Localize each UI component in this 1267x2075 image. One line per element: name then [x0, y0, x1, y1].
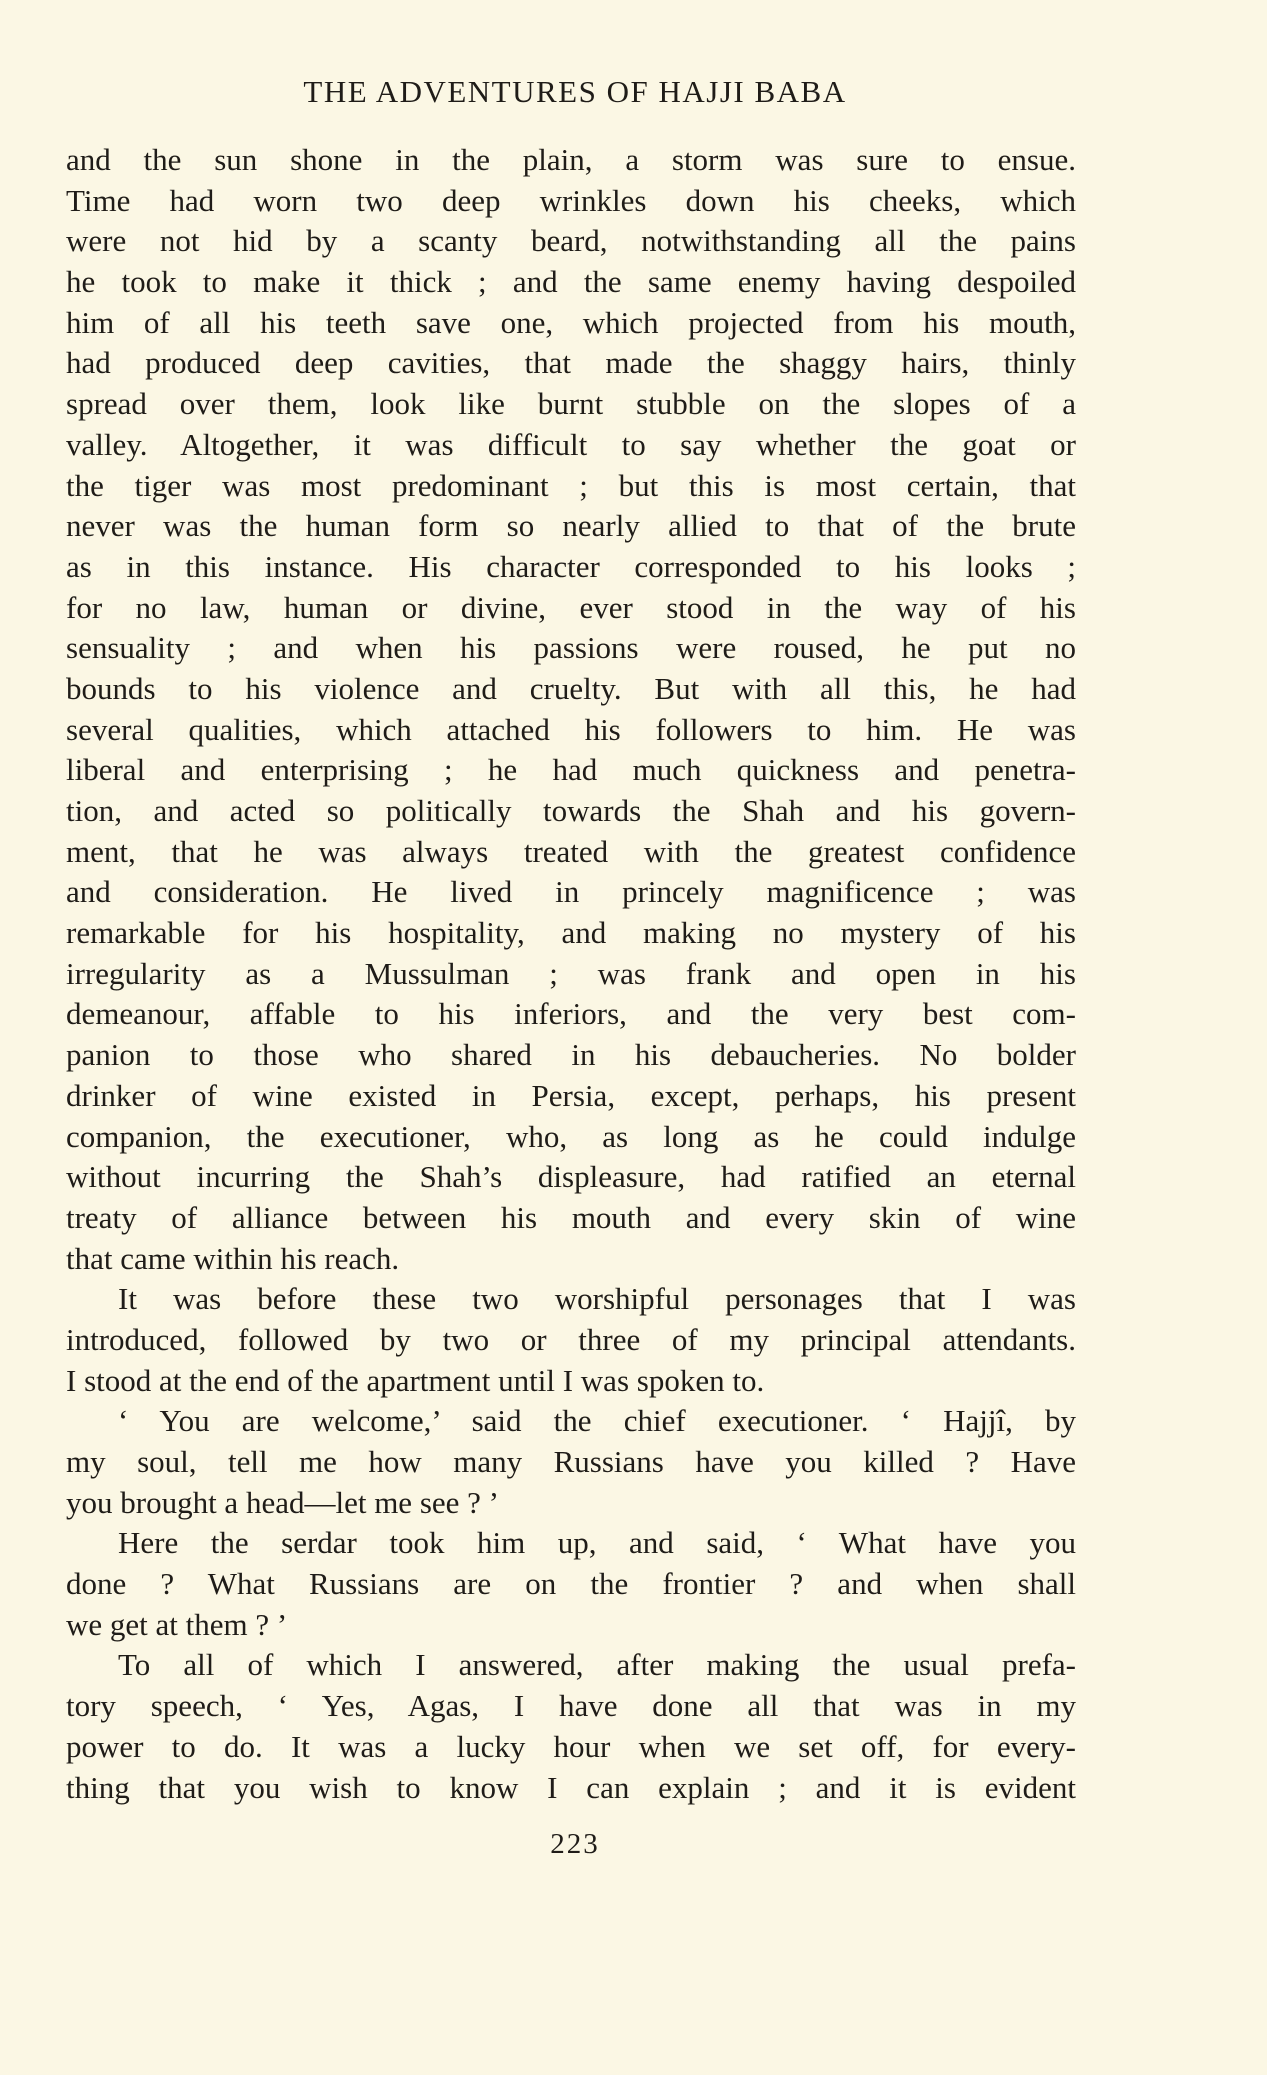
text-line: spread over them, look like burnt stubble on the slopes of a [66, 386, 1076, 422]
text-line: ment, that he was always treated with the greatest confidence [66, 833, 1076, 869]
text-line: and consideration. He lived in princely magnificence ; was [66, 874, 1076, 910]
text-line: had produced deep cavities, that made the shaggy hairs, thinly [66, 345, 1076, 381]
text-line: done ? What Russians are on the frontier ? and when shall [66, 1566, 1076, 1602]
text-line: bounds to his violence and cruelty. But with all this, he had [66, 670, 1076, 706]
text-line: demeanour, affable to his inferiors, and the very best com- [66, 996, 1076, 1032]
text-line: the tiger was most predominant ; but this is most certain, that [66, 467, 1076, 503]
text-line: remarkable for his hospitality, and making no mystery of his [66, 915, 1076, 951]
text-line: never was the human form so nearly allied to that of the brute [66, 508, 1076, 544]
running-head: THE ADVENTURES OF HAJJI BABA [303, 74, 847, 109]
text-line: companion, the executioner, who, as long as he could indulge [66, 1118, 1076, 1154]
text-line: valley. Altogether, it was difficult to say whether the goat or [66, 426, 1076, 462]
text-line: Time had worn two deep wrinkles down his cheeks, which [66, 182, 1076, 218]
text-line: power to do. It was a lucky hour when we set off, for every- [66, 1728, 1076, 1764]
text-line: liberal and enterprising ; he had much quickness and penetra- [66, 752, 1076, 788]
text-line: treaty of alliance between his mouth and every skin of wine [66, 1199, 1076, 1235]
text-line: without incurring the Shah’s displeasure, had ratified an eternal [66, 1159, 1076, 1195]
text-line: It was before these two worshipful personages that I was [118, 1281, 1076, 1317]
text-line: tion, and acted so politically towards the Shah and his govern- [66, 793, 1076, 828]
text-line: he took to make it thick ; and the same enemy having despoiled [66, 264, 1076, 300]
text-line: and the sun shone in the plain, a storm was sure to ensue. [66, 142, 1076, 177]
text-line: To all of which I answered, after making the usual prefa- [118, 1647, 1076, 1683]
text-line: ‘ You are welcome,’ said the chief executioner. ‘ Hajjî, by [118, 1403, 1076, 1439]
text-line: you brought a head—let me see ? ’ [66, 1484, 499, 1520]
text-line: we get at them ? ’ [66, 1606, 288, 1642]
text-line: that came within his reach. [66, 1240, 400, 1276]
text-line: thing that you wish to know I can explain ; and it is evident [66, 1769, 1076, 1805]
text-line: for no law, human or divine, ever stood in the way of his [66, 589, 1076, 625]
text-line: tory speech, ‘ Yes, Agas, I have done all that was in my [66, 1688, 1076, 1724]
text-line: Here the serdar took him up, and said, ‘ What have you [118, 1525, 1076, 1561]
text-line: him of all his teeth save one, which projected from his mouth, [66, 304, 1076, 340]
text-line: sensuality ; and when his passions were roused, he put no [66, 630, 1076, 666]
text-line: were not hid by a scanty beard, notwithstanding all the pains [66, 223, 1076, 259]
text-line: drinker of wine existed in Persia, except, perhaps, his present [66, 1077, 1076, 1113]
text-line: my soul, tell me how many Russians have you killed ? Have [66, 1444, 1076, 1479]
text-line: panion to those who shared in his debaucheries. No bolder [66, 1037, 1076, 1073]
text-line: introduced, followed by two or three of my principal attendants. [66, 1321, 1076, 1357]
text-line: I stood at the end of the apartment until I was spoken to. [66, 1362, 765, 1398]
text-line: as in this instance. His character corresponded to his looks ; [66, 548, 1076, 584]
text-line: irregularity as a Mussulman ; was frank and open in his [66, 955, 1076, 991]
page-number: 223 [550, 1828, 600, 1860]
body-text [66, 140, 1076, 1808]
text-line: several qualities, which attached his followers to him. He was [66, 711, 1076, 747]
